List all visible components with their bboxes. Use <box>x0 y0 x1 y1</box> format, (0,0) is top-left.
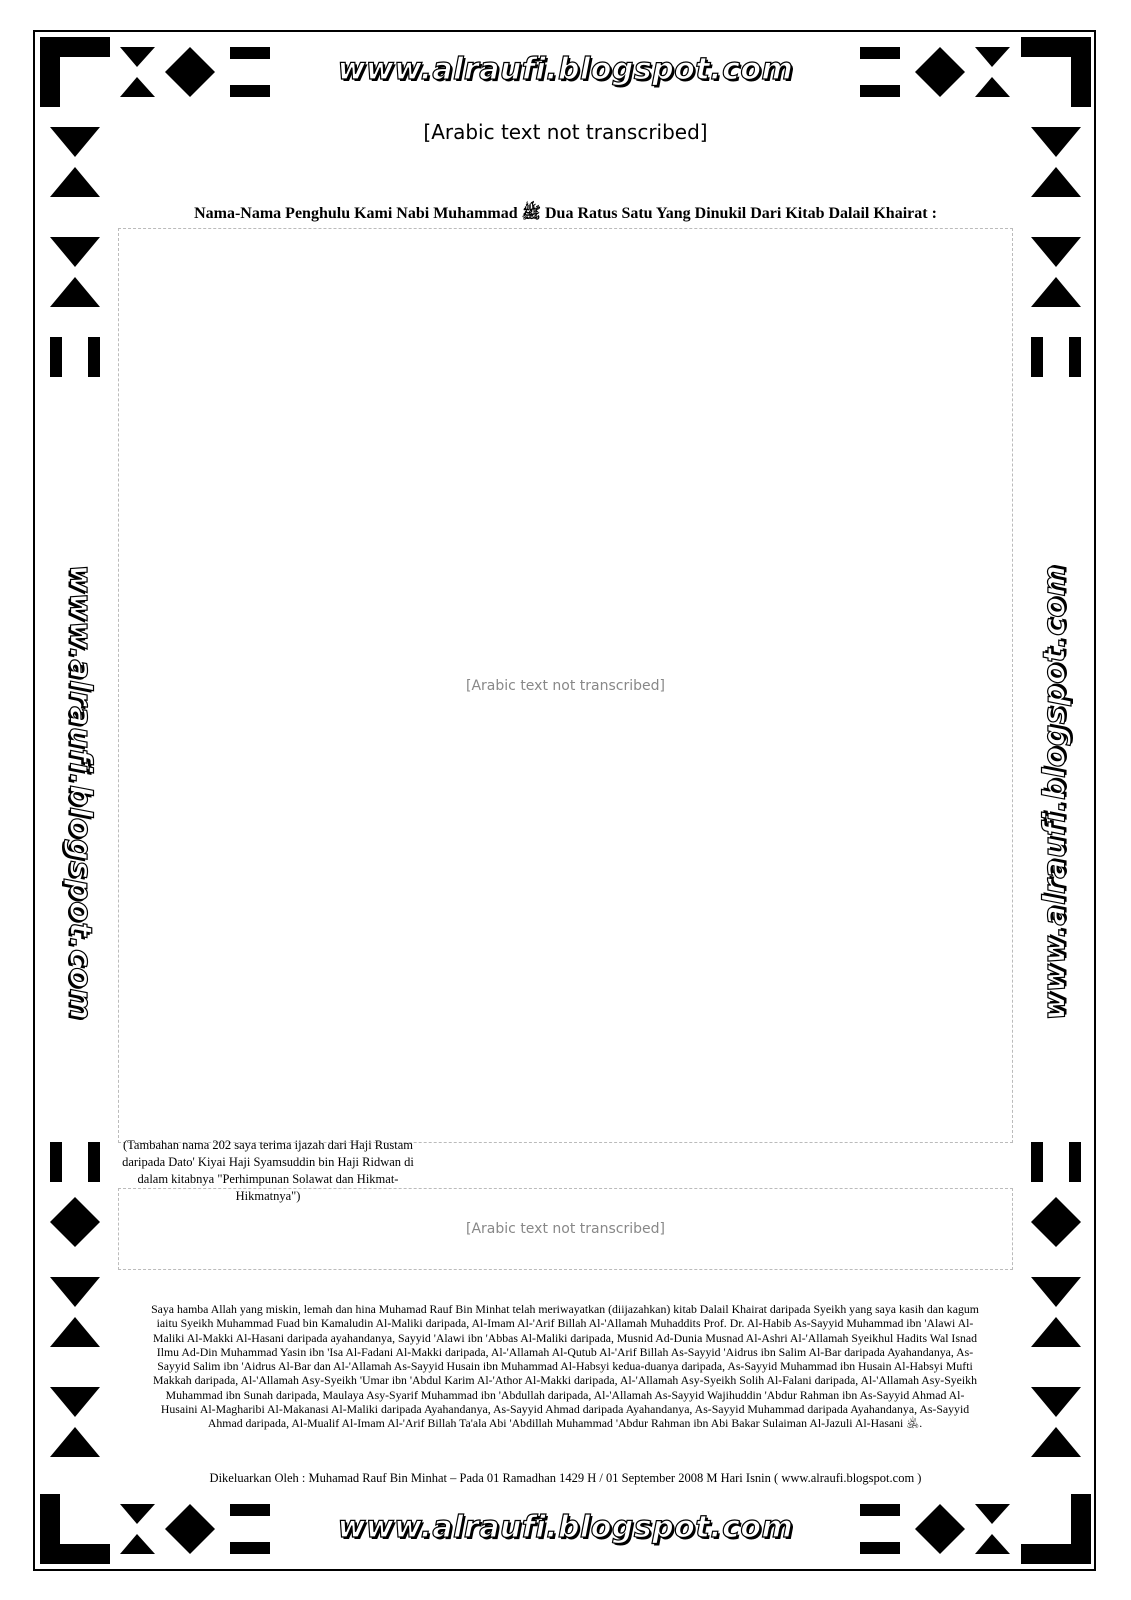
subtitle: Nama-Nama Penghulu Kami Nabi Muhammad ﷺ Dua Ratus Satu Yang Dinukil Dari Kitab Dalail Khairat : <box>194 205 937 222</box>
prayer-placeholder: [Arabic text not transcribed] <box>118 1188 1013 1270</box>
site-url-left: www.alraufi.blogspot.com <box>62 564 98 1021</box>
site-url-right: www.alraufi.blogspot.com <box>1037 564 1073 1021</box>
chain-paragraph: Saya hamba Allah yang miskin, lemah dan hina Muhamad Rauf Bin Minhat telah meriwayatkan (diijazahkan) kitab Dalail Khairat daripada Syeikh yang saya kasih dan kagum iaitu Syeikh Muhammad Fuad bin Kamaludin Al-Maliki daripada, Al-Imam Al-'Arif Billah Al-'Allamah Muhaddits Prof. Dr. Al-Habib As-Sayyid Muhammad ibn 'Alawi Al-Maliki Al-Makki Al-Hasani daripada ayahandanya, Sayyid 'Alawi ibn 'Abbas Al-Maliki daripada, Musnid Ad-Dunia Musnad Al-Ashri Al-'Allamah Syeikhul Hadits Wal Isnad Ilmu Ad-Din Muhammad Yasin ibn 'Isa Al-Fadani Al-Makki daripada, Al-'Allamah Al-Qutub Al-'Arif Billah As-Sayyid 'Aidrus ibn Salim Al-Bar daripada Ayahandanya, As-Sayyid Salim ibn 'Aidrus Al-Bar dan Al-'Allamah As-Sayyid Husain ibn Muhammad Al-Habsyi kedua-duanya daripada, As-Sayyid Muhammad ibn Husain Al-Habsyi Mufti Makkah daripada, Al-'Allamah Asy-Syeikh 'Umar ibn 'Abdul Karim Al-'Athor Al-Makki daripada, Al-'Allamah Asy-Syeikh Solih Al-Falani daripada, Al-'Allamah Asy-Syeikh Muhammad ibn Sunah daripada, Maulaya Asy-Syarif Muhammad ibn 'Abdullah daripada, Al-'Allamah As-Sayyid Wajihuddin 'Abdur Rahman ibn As-Sayyid Ahmad Al-Husaini Al-Magharibi Al-Makanasi Al-Maliki daripada Ayahandanya, As-Sayyid Ahmad daripada Ayahandanya, As-Sayyid Muhammad daripada Ayahandanya, As-Sayyid Ahmad daripada, Al-Mualif Al-Imam Al-'Arif Billah Ta'ala Abi 'Abdillah Muhammad 'Abdur Rahman ibn Abi Bakar Sulaiman Al-Jazuli Al-Hasani ﵁. <box>151 1302 979 1431</box>
note-text: (Tambahan nama 202 saya terima ijazah dari Haji Rustam daripada Dato' Kiyai Haji Syamsuddin bin Haji Ridwan di dalam kitabnya "Perhimpunan Solawat dan Hikmat-Hikmatnya") <box>122 1138 414 1203</box>
arabic-heading-placeholder: [Arabic text not transcribed] <box>423 120 708 144</box>
site-url-top: www.alraufi.blogspot.com <box>337 52 794 87</box>
names-list-placeholder: [Arabic text not transcribed] <box>118 228 1013 1143</box>
issuer-line: Dikeluarkan Oleh : Muhamad Rauf Bin Minhat – Pada 01 Ramadhan 1429 H / 01 September 2008 M Hari Isnin ( www.alraufi.blogspot.com ) <box>209 1471 922 1485</box>
site-url-bottom: www.alraufi.blogspot.com <box>337 1510 794 1545</box>
prayer-block <box>118 1188 1013 1270</box>
names-list-block <box>118 228 1013 1143</box>
